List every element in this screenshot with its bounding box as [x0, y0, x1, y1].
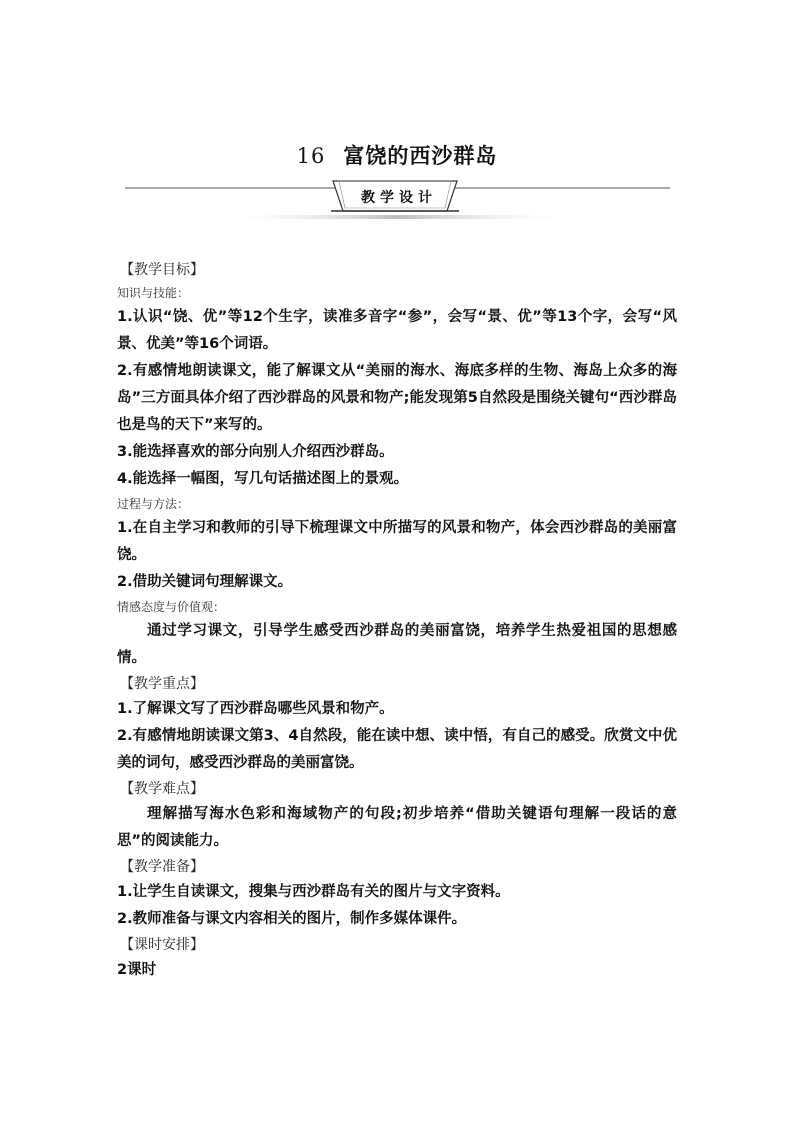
process-1: 1.在自主学习和教师的引导下梳理课文中所描写的风景和物产，体会西沙群岛的美丽富饶。: [117, 520, 677, 563]
key-point-2: 2.有感情地朗读课文第3、4自然段，能在读中想、读中悟，有自己的感受。欣赏文中优美的词句，感受西沙群岛的美丽富饶。: [117, 728, 677, 771]
emotion-text: 通过学习课文，引导学生感受西沙群岛的美丽富饶，培养学生热爱祖国的思想感情。: [117, 623, 677, 666]
document-body: [117, 258, 677, 984]
difficulty-heading: 【教学难点】: [120, 781, 204, 797]
schedule-text: 2课时: [117, 962, 157, 978]
preparation-2: 2.教师准备与课文内容相关的图片，制作多媒体课件。: [117, 911, 467, 927]
key-points-heading: 【教学重点】: [120, 676, 204, 692]
preparation-1: 1.让学生自读课文，搜集与西沙群岛有关的图片与文字资料。: [117, 884, 510, 900]
schedule-heading: 【课时安排】: [120, 937, 204, 953]
goal-3: 3.能选择喜欢的部分向别人介绍西沙群岛。: [117, 444, 394, 460]
goal-1: 1.认识“饶、优”等12个生字，读准多音字“参”，会写“景、优”等13个字，会写“风景、优美”等16个词语。: [117, 309, 677, 352]
knowledge-heading: 知识与技能：: [117, 286, 190, 300]
preparation-heading: 【教学准备】: [120, 859, 204, 875]
process-2: 2.借助关键词句理解课文。: [117, 574, 293, 590]
key-point-1: 1.了解课文写了西沙群岛哪些风景和物产。: [117, 701, 394, 717]
difficulty-text: 理解描写海水色彩和海域物产的句段;初步培养“借助关键语句理解一段话的意思”的阅读能力。: [117, 806, 677, 849]
lesson-title: 富饶的西沙群岛: [343, 144, 498, 168]
goal-2: 2.有感情地朗读课文，能了解课文从“美丽的海水、海底多样的生物、海岛上众多的海岛”三方面具体介绍了西沙群岛的风景和物产;能发现第5自然段是围绕关键句“西沙群岛也是鸟的天下”来写的。: [117, 363, 677, 433]
lesson-number: 16: [296, 144, 326, 168]
banner-label: 教学设计: [361, 190, 437, 206]
goal-4: 4.能选择一幅图，写几句话描述图上的景观。: [117, 471, 409, 487]
page-title: [0, 140, 794, 170]
process-heading: 过程与方法：: [117, 497, 190, 511]
emotion-heading: 情感态度与价值观：: [117, 600, 226, 614]
goals-heading: 【教学目标】: [120, 262, 204, 278]
